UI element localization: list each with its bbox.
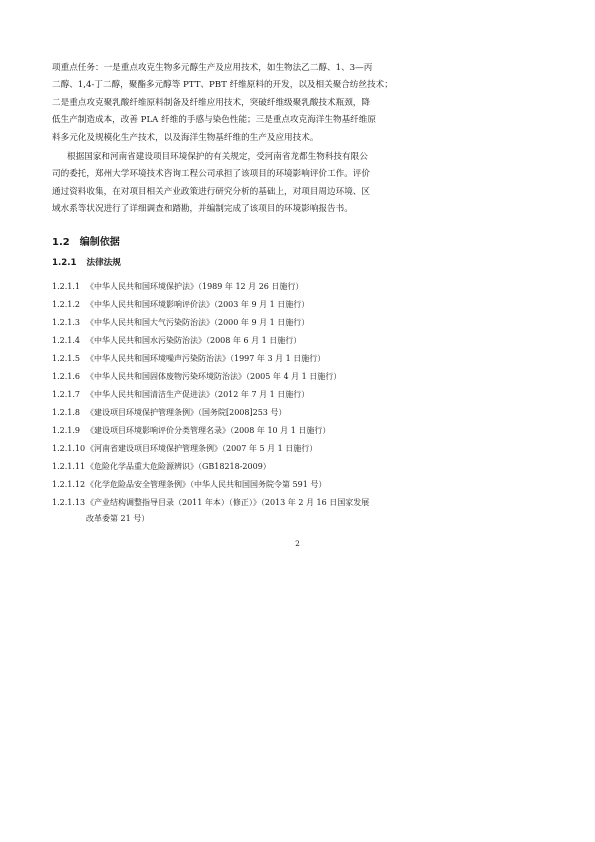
law-number: 1.2.1.5 bbox=[52, 354, 80, 363]
paragraph-line: 二是重点攻克聚乳酸纤维原料制备及纤维应用技术，突破纤维级聚乳酸技术瓶颈，降 bbox=[52, 97, 370, 108]
law-number: 1.2.1.2 bbox=[52, 300, 80, 309]
paragraph-line: 项重点任务：一是重点攻克生物多元醇生产及应用技术，如生物法乙二醇、1、3—丙 bbox=[52, 63, 373, 73]
law-number: 1.2.1.10 bbox=[52, 444, 86, 453]
paragraph-line: 司的委托，郑州大学环境技术咨询工程公司承担了该项目的环境影响评价工作。评价 bbox=[52, 169, 370, 180]
law-title: 《中华人民共和国大气污染防治法》（2000 年 9 月 1 日施行） bbox=[86, 318, 310, 327]
law-item bbox=[52, 297, 552, 313]
law-item bbox=[52, 333, 552, 349]
law-item bbox=[52, 495, 552, 527]
paragraph-line: 根据国家和河南省建设项目环境保护的有关规定，受河南省龙都生物科技有限公 bbox=[67, 152, 368, 162]
subsection-title: 法律法规 bbox=[86, 258, 121, 268]
law-item bbox=[52, 459, 552, 475]
law-title: 《危险化学品重大危险源辨识》（GB18218-2009） bbox=[86, 462, 271, 471]
paragraph-line: 二醇、1,4-丁二醇，聚酯多元醇等 PTT、PBT 纤维原料的开发，以及相关聚合纺丝技术； bbox=[52, 80, 393, 91]
law-number: 1.2.1.1 bbox=[52, 282, 80, 291]
law-number: 1.2.1.7 bbox=[52, 390, 80, 399]
law-item bbox=[52, 423, 552, 439]
law-title: 《化学危险品安全管理条例》（中华人民共和国国务院令第 591 号） bbox=[86, 480, 327, 489]
law-title: 《产业结构调整指导目录（2011 年本）（修正）》（2013 年 2 月 16 日国家发展 bbox=[86, 498, 370, 507]
basis-paragraph bbox=[52, 149, 548, 219]
law-number: 1.2.1.6 bbox=[52, 372, 80, 381]
intro-paragraph bbox=[52, 60, 548, 147]
law-number: 1.2.1.12 bbox=[52, 480, 86, 489]
law-title: 《中华人民共和国环境噪声污染防治法》（1997 年 3 月 1 日施行） bbox=[86, 354, 326, 363]
law-item bbox=[52, 315, 552, 331]
law-title: 《河南省建设项目环境保护管理条例》（2007 年 5 月 1 日施行） bbox=[86, 444, 318, 453]
law-item bbox=[52, 477, 552, 493]
paragraph-line: 域水系等状况进行了详细调查和踏勘，并编制完成了该项目的环境影响报告书。 bbox=[52, 204, 353, 215]
law-title-continuation: 改革委第 21 号） bbox=[86, 514, 150, 523]
law-item bbox=[52, 441, 552, 457]
law-number: 1.2.1.8 bbox=[52, 408, 80, 417]
law-title: 《建设项目环境保护管理条例》（国务院[2008]253 号） bbox=[86, 408, 287, 417]
law-title: 《中华人民共和国环境保护法》（1989 年 12 月 26 日施行） bbox=[86, 282, 304, 291]
law-number: 1.2.1.13 bbox=[52, 498, 86, 507]
law-title: 《中华人民共和国清洁生产促进法》（2012 年 7 月 1 日施行） bbox=[86, 390, 310, 399]
law-item bbox=[52, 369, 552, 385]
law-title: 《中华人民共和国固体废物污染环境防治法》（2005 年 4 月 1 日施行） bbox=[86, 372, 342, 381]
law-item bbox=[52, 387, 552, 403]
law-title: 《建设项目环境影响评价分类管理名录》（2008 年 10 月 1 日施行） bbox=[86, 426, 331, 435]
paragraph-line: 通过资料收集，在对项目相关产业政策进行研究分析的基础上，对项目周边环境、区 bbox=[52, 186, 370, 197]
subsection-number: 1.2.1 bbox=[52, 258, 77, 268]
paragraph-line: 料多元化及规模化生产技术，以及海洋生物基纤维的生产及应用技术。 bbox=[52, 132, 319, 143]
section-title: 编制依据 bbox=[79, 237, 120, 248]
law-number: 1.2.1.11 bbox=[52, 462, 86, 471]
law-number: 1.2.1.3 bbox=[52, 318, 80, 327]
section-number: 1.2 bbox=[52, 237, 70, 248]
section-heading bbox=[52, 233, 120, 248]
law-item bbox=[52, 279, 552, 295]
law-title: 《中华人民共和国环境影响评价法》（2003 年 9 月 1 日施行） bbox=[86, 300, 310, 309]
law-item bbox=[52, 405, 552, 421]
law-number: 1.2.1.4 bbox=[52, 336, 80, 345]
law-title: 《中华人民共和国水污染防治法》（2008 年 6 月 1 日施行） bbox=[86, 336, 302, 345]
paragraph-line: 低生产制造成本，改善 PLA 纤维的手感与染色性能；三是重点攻克海洋生物基纤维原 bbox=[52, 115, 376, 126]
law-item bbox=[52, 351, 552, 367]
subsection-heading bbox=[52, 256, 121, 268]
law-number: 1.2.1.9 bbox=[52, 426, 80, 435]
page-number: 2 bbox=[295, 539, 300, 548]
